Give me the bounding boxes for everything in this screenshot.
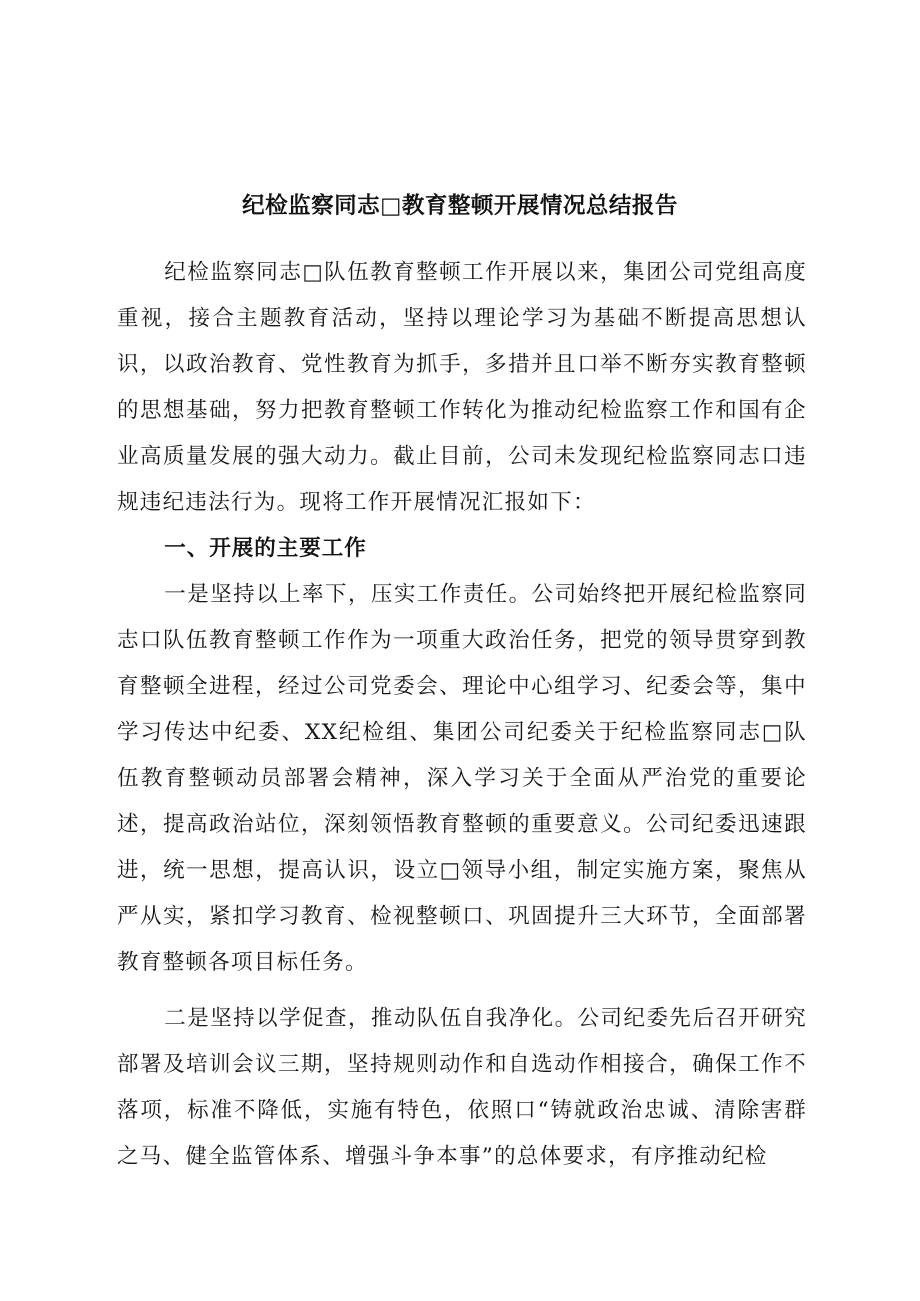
document-title: 纪检监察同志□教育整顿开展情况总结报告 — [242, 193, 678, 219]
section-heading-main-work: 一、开展的主要工作 — [164, 536, 367, 561]
document-body — [117, 250, 807, 1180]
paragraph-1: 一是坚持以上率下，压实工作责任。公司始终把开展纪检监察同志口队伍教育整顿工作作为一项重大政治任务，把党的领导贯穿到教育整顿全进程，经过公司党委会、理论中心组学习、纪委会等，集中学习传达中纪委、XX纪检组、集团公司纪委关于纪检监察同志□队伍教育整顿动员部署会精神，深入学习关于全面从严治党的重要论述，提高政治站位，深刻领悟教育整顿的重要意义。公司纪委迅速跟进，统一思想，提高认识，设立□领导小组，制定实施方案，聚焦从严从实，紧扣学习教育、检视整顿口、巩固提升三大环节，全面部署教育整顿各项目标任务。 — [117, 582, 807, 975]
paragraph-2: 二是坚持以学促查，推动队伍自我净化。公司纪委先后召开研究部署及培训会议三期，坚持规则动作和自选动作相接合，确保工作不落项，标准不降低，实施有特色，依照口“铸就政治忠诚、清除害群之马、健全监管体系、增强斗争本事”的总体要求，有序推动纪检 — [117, 1006, 807, 1169]
intro-paragraph: 纪检监察同志□队伍教育整顿工作开展以来，集团公司党组高度重视，接合主题教育活动，坚持以理论学习为基础不断提高思想认识，以政治教育、党性教育为抓手，多措并且口举不断夯实教育整顿的思想基础，努力把教育整顿工作转化为推动纪检监察工作和国有企业高质量发展的强大动力。截止目前，公司未发现纪检监察同志口违规违纪违法行为。现将工作开展情况汇报如下： — [117, 260, 807, 515]
paragraph-spacer — [117, 986, 807, 996]
